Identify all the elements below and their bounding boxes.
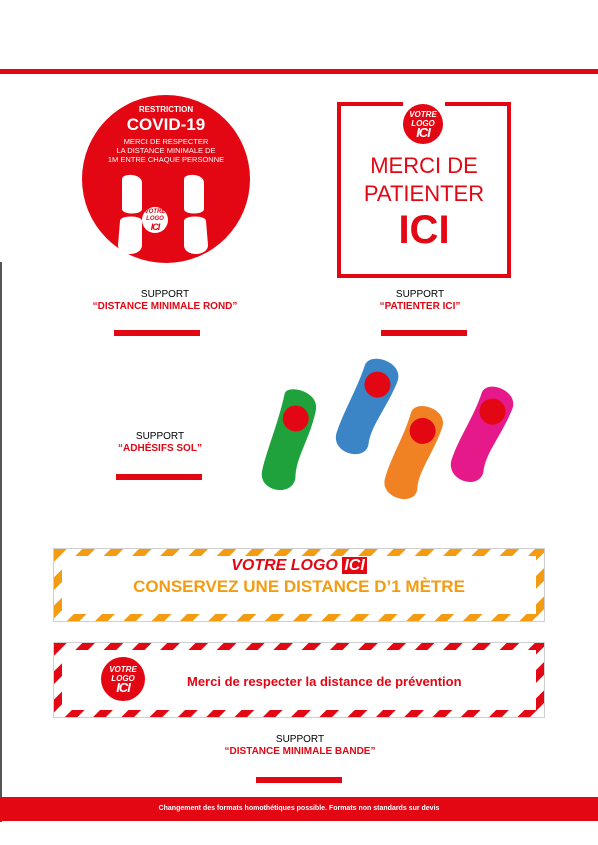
logo-badge <box>101 657 145 701</box>
accent-bar <box>116 474 202 480</box>
caption-support: SUPPORT <box>135 431 185 442</box>
covid-message-line3: 1M ENTRE CHAQUE PERSONNE <box>107 155 225 164</box>
caption-patienter <box>320 289 520 313</box>
footer-note: Changement des formats homothétiques possible. Formats non standards sur devis <box>158 805 440 812</box>
green-footprint <box>259 386 319 494</box>
banner-logo-text: VOTRE LOGO <box>231 557 338 574</box>
caption-support: SUPPORT <box>395 289 445 300</box>
patienter-sign <box>337 102 511 278</box>
covid-message <box>82 137 250 164</box>
patienter-line2: PATIENTER <box>363 181 485 206</box>
patienter-line1: MERCI DE <box>370 153 478 178</box>
logo-line3: ICI <box>150 222 160 232</box>
logo-line1: VOTRE <box>144 209 166 215</box>
floor-stickers <box>250 355 540 505</box>
logo-line3: ICI <box>116 680 130 695</box>
caption-sol-title: “ADHÉSIFS SOL” <box>118 443 202 454</box>
banner-logo-ici: ICI <box>344 557 365 574</box>
footer-bar <box>0 797 598 821</box>
covid-message-line1: MERCI DE RESPECTER <box>123 137 209 146</box>
distance-banner-red <box>53 642 545 718</box>
banner-logo <box>54 557 544 575</box>
accent-bar <box>256 777 342 783</box>
covid-message-line2: LA DISTANCE MINIMALE DE <box>116 146 216 155</box>
logo-line3: ICI <box>416 125 430 140</box>
caption-bande-title: “DISTANCE MINIMALE BANDE” <box>224 746 376 757</box>
logo-badge <box>403 104 443 144</box>
logo-line2: LOGO <box>411 119 435 128</box>
patienter-text <box>341 152 507 208</box>
banner-red-message: Merci de respecter la distance de prévention <box>187 674 462 689</box>
logo-badge <box>142 207 168 233</box>
caption-support: SUPPORT <box>275 734 325 745</box>
logo-line1: VOTRE <box>409 110 437 119</box>
accent-bar <box>381 330 467 336</box>
logo-line1: VOTRE <box>109 665 137 674</box>
covid-round-sticker <box>82 95 250 263</box>
distance-banner-orange <box>53 548 545 622</box>
caption-patienter-title: “PATIENTER ICI” <box>379 301 461 312</box>
logo-line2: LOGO <box>146 216 164 222</box>
caption-support: SUPPORT <box>140 289 190 300</box>
caption-sol <box>70 431 250 455</box>
covid-title: COVID-19 <box>126 115 206 134</box>
patienter-ici: ICI <box>398 208 450 252</box>
caption-rond-title: “DISTANCE MINIMALE ROND” <box>92 301 238 312</box>
restriction-label: RESTRICTION <box>138 105 194 114</box>
orange-footprint <box>381 401 446 505</box>
caption-bande <box>170 734 430 758</box>
top-divider <box>0 69 598 74</box>
left-edge-line <box>0 262 2 822</box>
logo-line2: LOGO <box>111 674 135 683</box>
banner-orange-message: CONSERVEZ UNE DISTANCE D’1 MÈTRE <box>133 577 465 596</box>
caption-rond <box>60 289 270 313</box>
blue-footprint <box>332 355 403 461</box>
pink-footprint <box>447 381 518 489</box>
accent-bar <box>114 330 200 336</box>
